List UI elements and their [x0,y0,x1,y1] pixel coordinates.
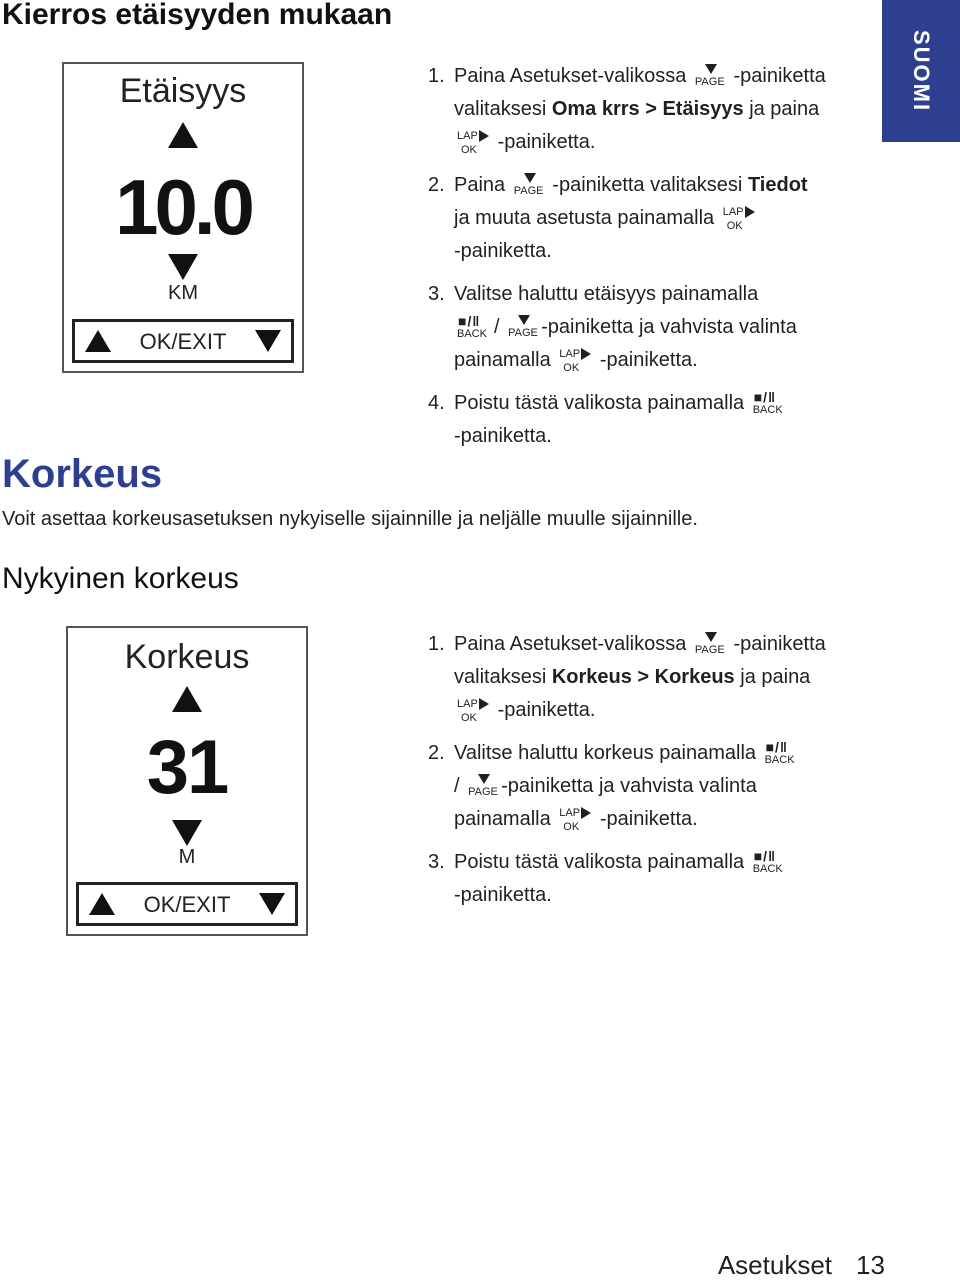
step-4 [428,387,868,453]
up-arrow-icon [168,122,198,148]
step-text: painamalla [454,808,551,830]
section-title-altitude: Korkeus [2,452,163,496]
lap-ok-button-icon: LAP OK [457,697,489,725]
device-screen-footer [72,319,294,363]
step-text: ja muuta asetusta painamalla [454,207,715,229]
device-screen-footer [76,882,298,926]
step-number: 4. [428,392,445,414]
device-screen-distance [62,62,304,373]
language-tab-label: SUOMI [909,29,934,113]
step-2 [428,169,868,268]
step-number: 1. [428,633,445,655]
lap-ok-button-icon: LAP OK [559,347,591,375]
step-text: Valitse haluttu etäisyys painamalla [454,283,759,305]
step-1 [428,628,868,727]
step-menu-path: Tiedot [747,174,808,196]
step-text: Paina [454,174,506,196]
step-text: / [494,316,500,338]
device-screen-altitude [66,626,308,936]
section-title-lap-by-distance: Kierros etäisyyden mukaan [2,0,393,31]
up-arrow-icon [172,686,202,712]
page-button-icon: PAGE [695,63,725,91]
back-button-icon: ■/ǁ BACK [457,312,487,340]
device-screen-unit: KM [168,282,198,304]
step-menu-path: Korkeus > Korkeus [551,666,735,688]
step-text: -painiketta ja vahvista valinta [541,316,797,338]
back-button-icon: ■/ǁ BACK [752,847,783,875]
page-button-icon: PAGE [468,773,498,801]
step-number: 2. [428,742,445,764]
step-text: ja paina [740,666,811,688]
step-text: -painiketta. [454,884,552,906]
step-number: 3. [428,851,445,873]
footer-section-name: Asetukset [717,1250,832,1280]
step-2 [428,737,868,836]
step-text: Poistu tästä valikosta painamalla [454,851,745,873]
back-button-icon: ■/ǁ BACK [764,738,795,766]
step-text: -painiketta [733,633,826,655]
device-screen-value: 31 [146,725,228,810]
device-screen-title: Korkeus [124,638,250,676]
page-number: 13 [856,1250,885,1280]
step-text: -painiketta. [599,808,698,830]
step-text: ja paina [749,98,820,120]
down-arrow-icon [255,330,281,352]
section-intro: Voit asettaa korkeusasetuksen nykyiselle sijainnille ja neljälle muulle sijainnille. [2,508,698,530]
step-text: valitaksesi [454,666,547,688]
device-screen-unit: M [178,846,196,868]
step-1 [428,60,868,159]
step-text: -painiketta valitaksesi [552,174,743,196]
lap-ok-button-icon: LAP OK [559,806,591,834]
step-3 [428,846,868,912]
language-tab [882,0,960,142]
step-text: -painiketta. [497,131,596,153]
step-text: -painiketta. [454,425,552,447]
device-screen-title: Etäisyys [119,72,247,110]
down-arrow-icon [168,254,198,280]
step-menu-path: Oma krrs > Etäisyys [551,98,744,120]
step-text: painamalla [454,349,551,371]
lap-ok-button-icon: LAP OK [457,129,489,157]
step-number: 2. [428,174,445,196]
back-button-icon: ■/ǁ BACK [752,388,783,416]
down-arrow-icon [172,820,202,846]
step-text: -painiketta ja vahvista valinta [501,775,757,797]
step-text: valitaksesi [454,98,547,120]
step-text: -painiketta. [599,349,698,371]
steps-altitude [428,628,868,922]
page-button-icon: PAGE [514,172,544,200]
step-text: Poistu tästä valikosta painamalla [454,392,745,414]
down-arrow-icon [259,893,285,915]
step-text: -painiketta. [454,240,552,262]
step-text: -painiketta. [497,699,596,721]
ok-exit-label: OK/EXIT [143,892,231,917]
step-text: Paina Asetukset-valikossa [454,633,687,655]
step-number: 3. [428,283,445,305]
device-screen-value: 10.0 [115,163,251,251]
page-button-icon: PAGE [508,314,538,342]
step-3 [428,278,868,377]
step-text: Paina Asetukset-valikossa [454,65,687,87]
step-text: -painiketta [733,65,826,87]
steps-lap-distance [428,60,868,463]
ok-exit-label: OK/EXIT [139,329,227,354]
step-number: 1. [428,65,445,87]
subsection-title-current-altitude: Nykyinen korkeus [2,562,239,595]
step-text: / [454,775,460,797]
page-button-icon: PAGE [695,631,725,659]
step-text: Valitse haluttu korkeus painamalla [454,742,757,764]
lap-ok-button-icon: LAP OK [723,205,755,233]
